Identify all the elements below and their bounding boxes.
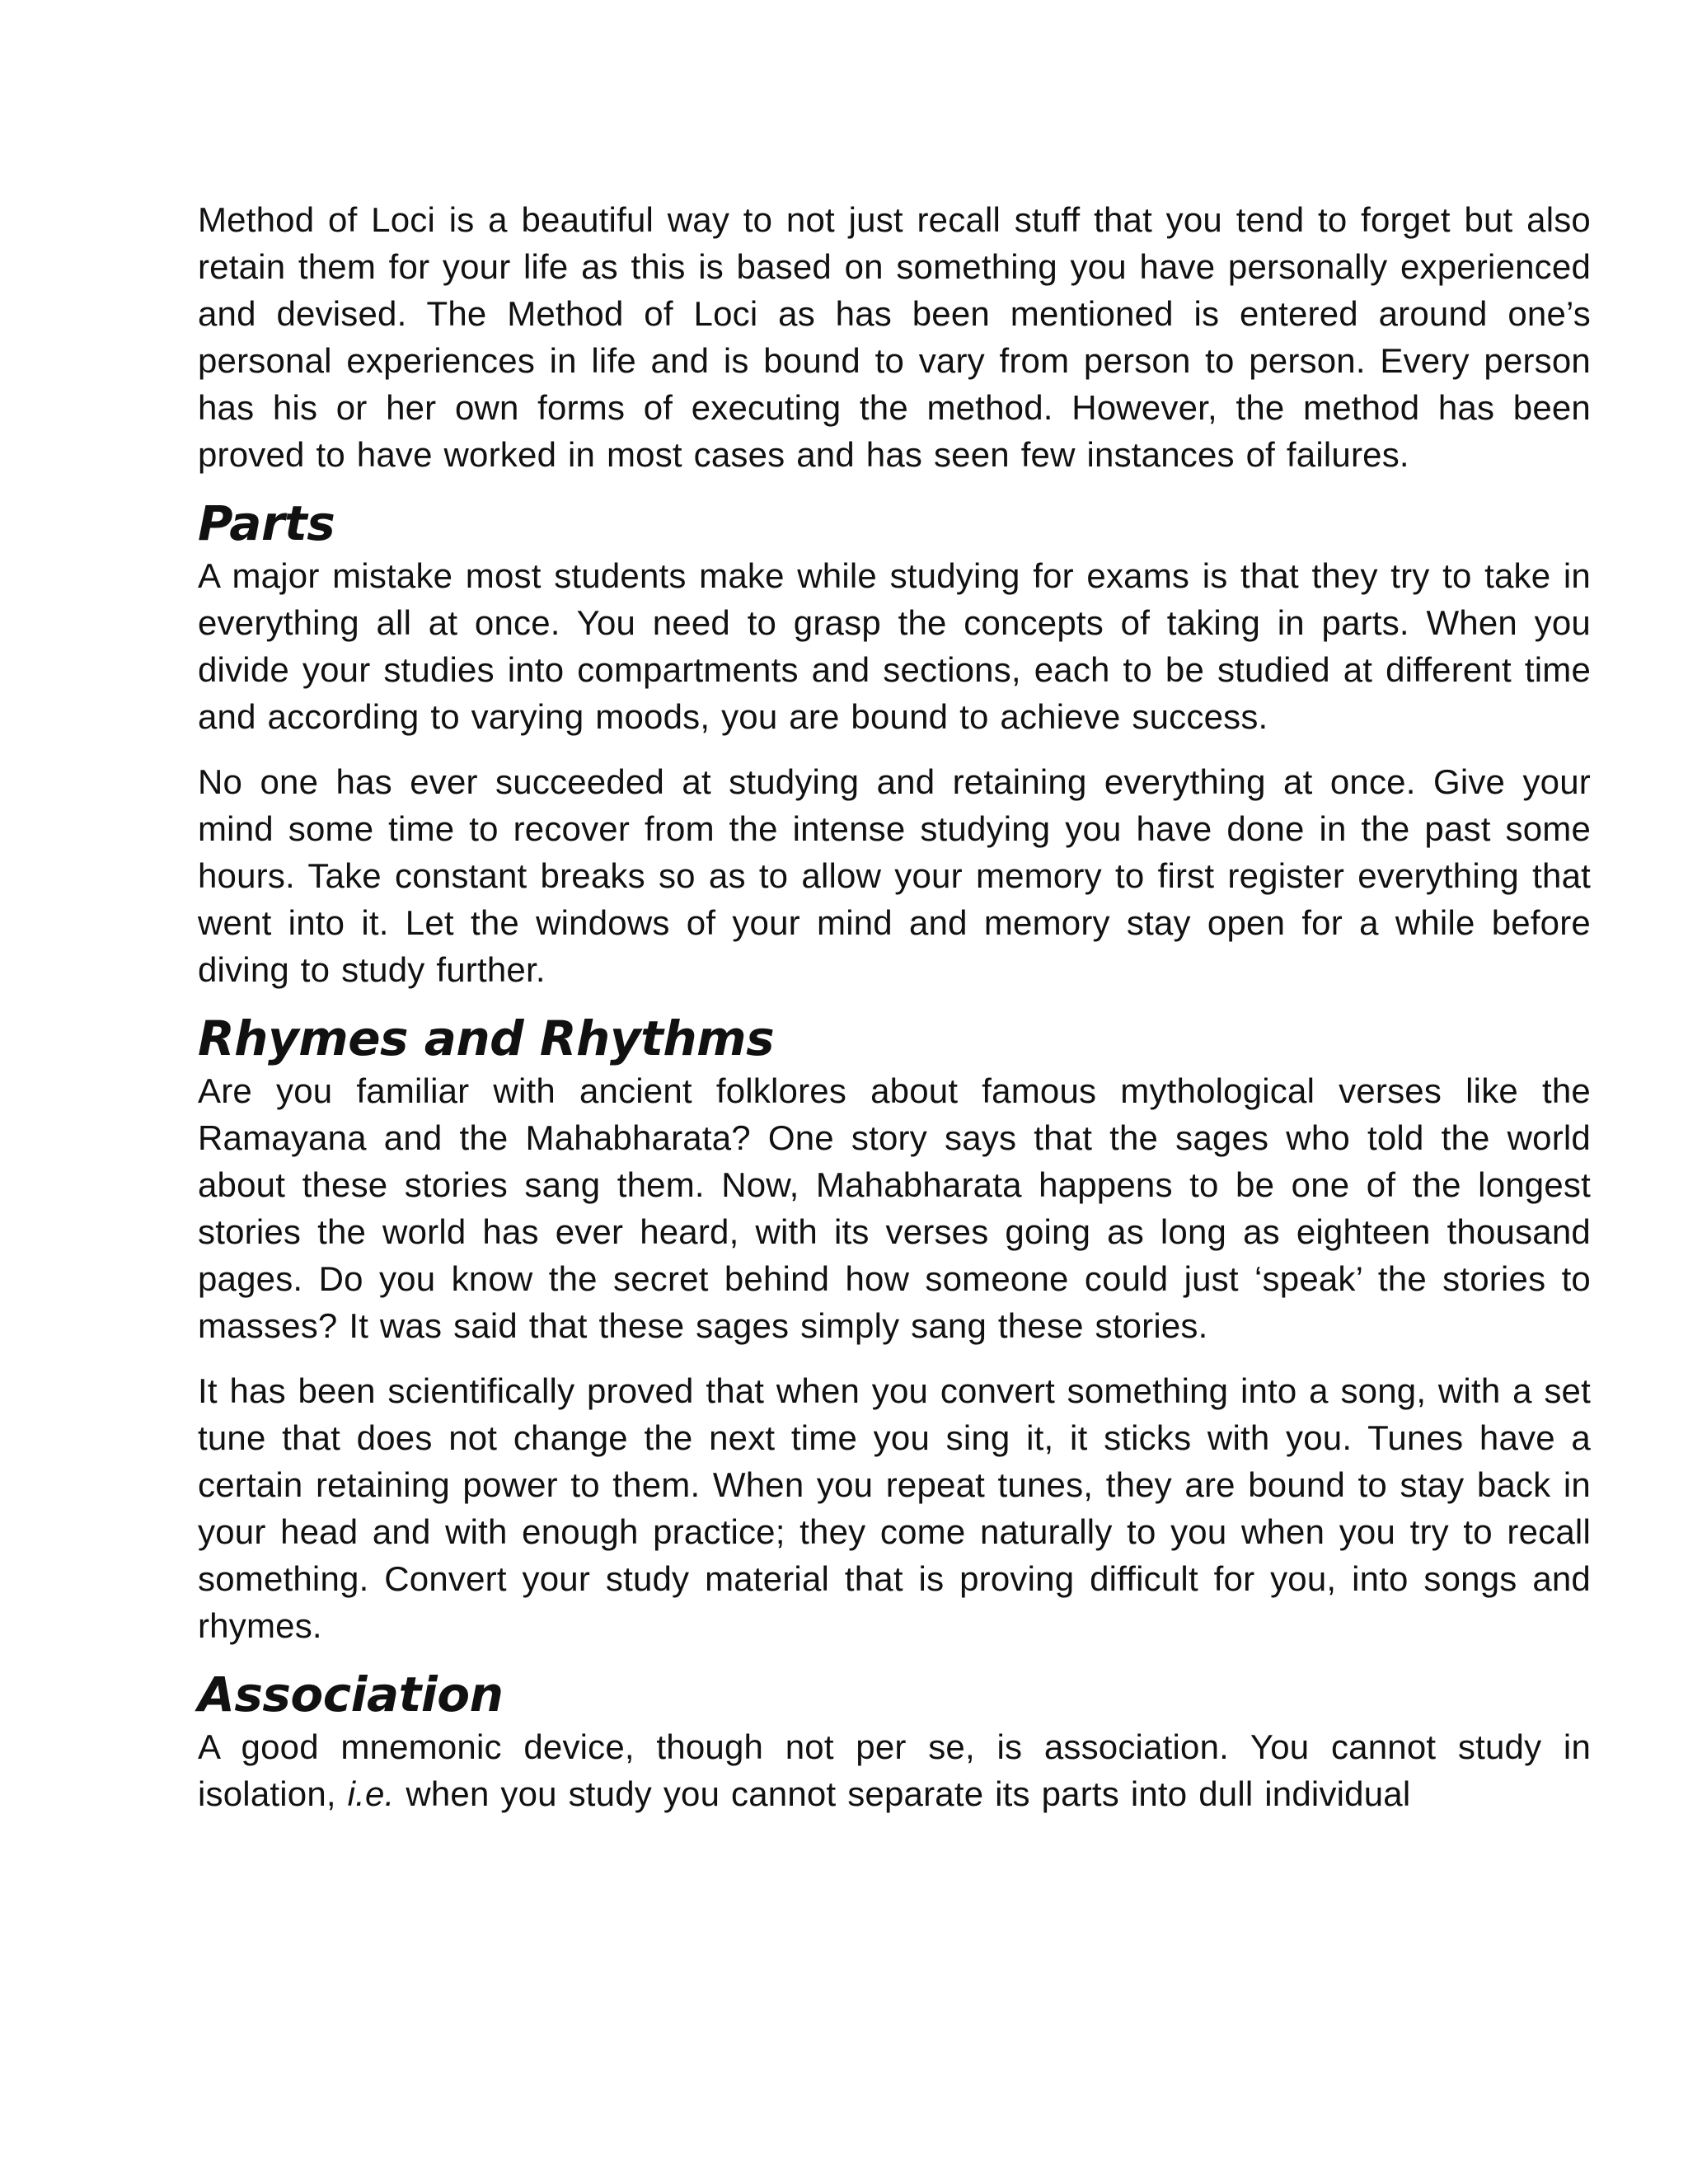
heading-association: Association bbox=[198, 1666, 504, 1722]
heading-rhymes-and-rhythms: Rhymes and Rhythms bbox=[198, 1010, 775, 1066]
document-page bbox=[198, 196, 1591, 1835]
rhymes-paragraph-1: Are you familiar with ancient folklores about famous mythological verses like the Ramayana and the Mahabharata? One story says that the sages who told the world about these stories sang them. Now, Mahabharata happens to be one of the longest stories the world has ever heard, with its verses going as long as eighteen thousand pages. Do you know the secret behind how someone could just ‘speak’ the stories to masses? It was said that these sages simply sang these stories. bbox=[198, 1071, 1591, 1345]
association-text-end: when you study you cannot separate its parts into dull individual bbox=[394, 1774, 1411, 1813]
association-paragraph-1 bbox=[198, 1723, 1591, 1817]
heading-parts: Parts bbox=[198, 495, 335, 551]
association-text-start: A good mnemonic device, though not per se, is association. You cannot study in isolation, bbox=[198, 1727, 1591, 1813]
intro-paragraph: Method of Loci is a beautiful way to not just recall stuff that you tend to forget but also retain them for your life as this is based on something you have personally experienced and devised. The Method of Loci as has been mentioned is entered around one’s personal experiences in life and is bound to vary from person to person. Every person has his or her own forms of executing the method. However, the method has been proved to have worked in most cases and has seen few instances of failures. bbox=[198, 200, 1591, 474]
parts-paragraph-2: No one has ever succeeded at studying and retaining everything at once. Give your mind some time to recover from the intense studying you have done in the past some hours. Take constant breaks so as to allow your memory to first register everything that went into it. Let the windows of your mind and memory stay open for a while before diving to study further. bbox=[198, 762, 1591, 989]
parts-paragraph-1: A major mistake most students make while studying for exams is that they try to take in everything all at once. You need to grasp the concepts of taking in parts. When you divide your studies into compartments and sections, each to be studied at different time and according to varying moods, you are bound to achieve success. bbox=[198, 556, 1591, 736]
association-ie-italic: i.e. bbox=[347, 1774, 395, 1813]
rhymes-paragraph-2: It has been scientifically proved that when you convert something into a song, with a set tune that does not change the next time you sing it, it sticks with you. Tunes have a certain retaining power to them. When you repeat tunes, they are bound to stay back in your head and with enough practice; they come naturally to you when you try to recall something. Convert your study material that is proving difficult for you, into songs and rhymes. bbox=[198, 1371, 1591, 1645]
